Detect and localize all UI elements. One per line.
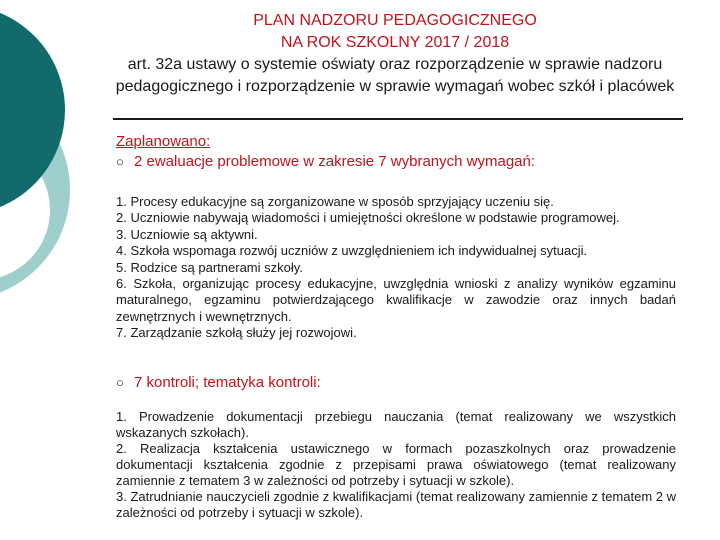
planned-label: Zaplanowano:: [116, 133, 211, 150]
title-divider: [113, 118, 683, 120]
subtitle: art. 32a ustawy o systemie oświaty oraz rozporządzenie w sprawie nadzoru pedagogicznego i rozporządzenie w sprawie wymagań wobec szkół i placówek: [115, 56, 675, 95]
circle-bullet-icon: ○: [116, 154, 124, 169]
bullet-controls: [116, 373, 676, 393]
control-item: 1. Prowadzenie dokumentacji przebiegu nauczania (temat realizowany we wszystkich wskazanych szkołach).: [116, 409, 676, 440]
requirement-item: 5. Rodzice są partnerami szkoły.: [116, 259, 303, 275]
title-line-2: NA ROK SZKOLNY 2017 / 2018: [280, 34, 510, 51]
requirement-item: 4. Szkoła wspomaga rozwój uczniów z uwzględnieniem ich indywidualnej sytuacji.: [116, 243, 588, 259]
title-line-1: PLAN NADZORU PEDAGOGICZNEGO: [253, 12, 537, 29]
decorative-circles-graphic: [0, 0, 110, 300]
bullet-evaluations: [116, 152, 681, 172]
requirement-item: 1. Procesy edukacyjne są zorganizowane w sposób sprzyjający uczeniu się.: [116, 194, 554, 209]
requirement-item: 2. Uczniowie nabywają wiadomości i umiejętności określone w podstawie programowej.: [116, 210, 620, 226]
requirements-list: [116, 194, 676, 342]
controls-list: [116, 409, 676, 521]
circle-bullet-icon: ○: [116, 375, 124, 390]
requirement-item: 3. Uczniowie są aktywni.: [116, 226, 258, 242]
decorative-circles: [0, 0, 110, 300]
control-item: 3. Zatrudnianie nauczycieli zgodnie z kwalifikacjami (temat realizowany zamiennie z tematem 2 w zależności od potrzeby i sytuacji w szkole).: [116, 489, 676, 520]
bullet-controls-text: 7 kontroli; tematyka kontroli:: [134, 374, 321, 391]
slide-title-block: [110, 10, 680, 98]
requirement-item: 6. Szkoła, organizując procesy edukacyjne, uwzględnia wnioski z analizy wyników egzaminu maturalnego, egzaminu potwierdzającego kwalifikacje w zawodzie oraz innych badań zewnętrznych i wewnętrznych.: [116, 276, 676, 324]
planned-section: [116, 132, 681, 172]
bullet-evaluations-text: 2 ewaluacje problemowe w zakresie 7 wybranych wymagań:: [134, 153, 536, 170]
control-item: 2. Realizacja kształcenia ustawicznego w formach pozaszkolnych oraz prowadzenie dokumentacji kształcenia zgodnie z przepisami prawa oświatowego (temat realizowany zamiennie z tematem 3 w zależności od potrzeby i sytuacji w szkole).: [116, 441, 676, 488]
requirement-item: 7. Zarządzanie szkołą służy jej rozwojowi.: [116, 325, 357, 341]
